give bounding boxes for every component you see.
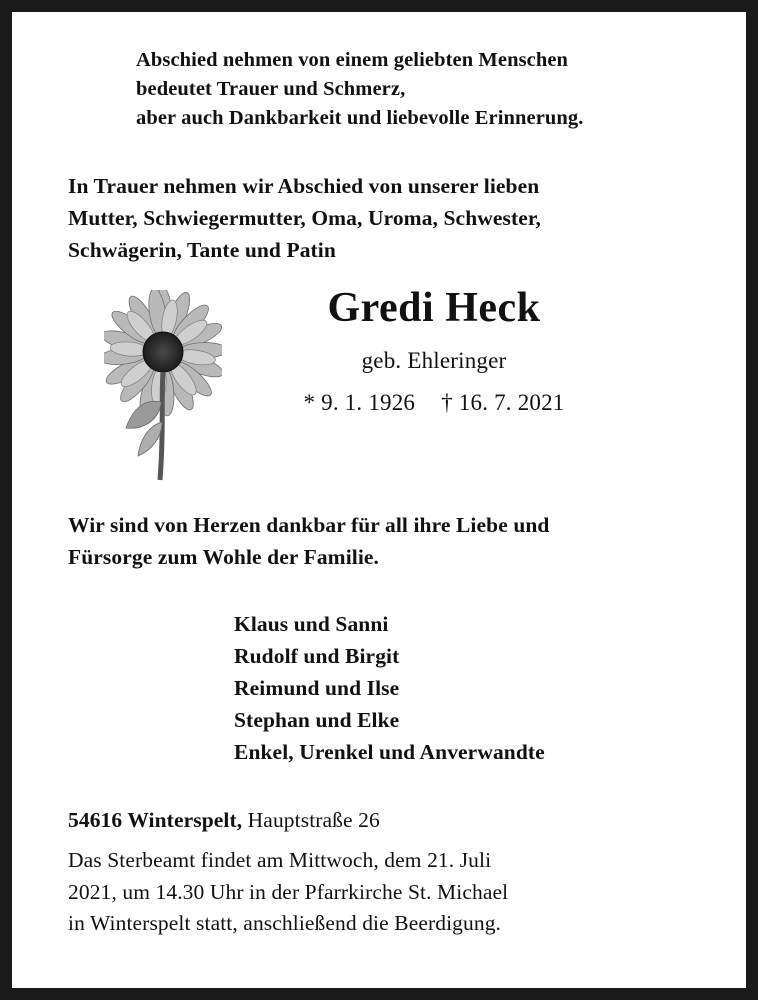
list-item: Stephan und Elke — [234, 707, 400, 732]
list-item: Rudolf und Birgit — [234, 644, 400, 669]
service-line-2: 2021, um 14.30 Uhr in der Pfarrkirche St. Michael — [68, 879, 509, 904]
service-details — [68, 845, 690, 939]
intro-line-3: Schwägerin, Tante und Patin — [68, 237, 336, 262]
name-block — [68, 284, 690, 484]
verse-line-1: Abschied nehmen von einem geliebten Menschen — [136, 49, 569, 71]
address-street: Hauptstraße 26 — [242, 808, 380, 833]
death-date: † 16. 7. 2021 — [441, 390, 565, 416]
survivors-list — [68, 609, 690, 768]
birth-date: * 9. 1. 1926 — [303, 390, 416, 416]
verse-line-2: bedeutet Trauer und Schmerz, — [136, 78, 406, 101]
deceased-name: Gredi Heck — [327, 285, 541, 332]
thanks-block — [68, 510, 690, 573]
verse-line-3: aber auch Dankbarkeit und liebevolle Erinnerung. — [136, 107, 584, 130]
service-line-1: Das Sterbeamt findet am Mittwoch, dem 21. Juli — [68, 848, 492, 873]
list-item: Klaus und Sanni — [234, 612, 389, 637]
thanks-line-2: Fürsorge zum Wohle der Familie. — [68, 544, 380, 569]
list-item: Enkel, Urenkel und Anverwandte — [234, 739, 545, 764]
list-item: Reimund und Ilse — [234, 675, 400, 700]
sunflower-icon — [104, 290, 222, 486]
address-city: 54616 Winterspelt, — [68, 808, 243, 833]
maiden-name: geb. Ehleringer — [361, 348, 507, 374]
thanks-line-1: Wir sind von Herzen dankbar für all ihre Liebe und — [68, 513, 550, 538]
verse-block — [68, 46, 690, 133]
service-line-3: in Winterspelt statt, anschließend die Beerdigung. — [68, 910, 502, 935]
intro-line-2: Mutter, Schwiegermutter, Oma, Uroma, Schwester, — [68, 205, 542, 230]
notice-inner-frame — [12, 12, 746, 988]
intro-line-1: In Trauer nehmen wir Abschied von unserer lieben — [68, 174, 540, 199]
life-dates — [178, 390, 690, 416]
address-line — [68, 808, 690, 833]
intro-block — [68, 171, 690, 266]
